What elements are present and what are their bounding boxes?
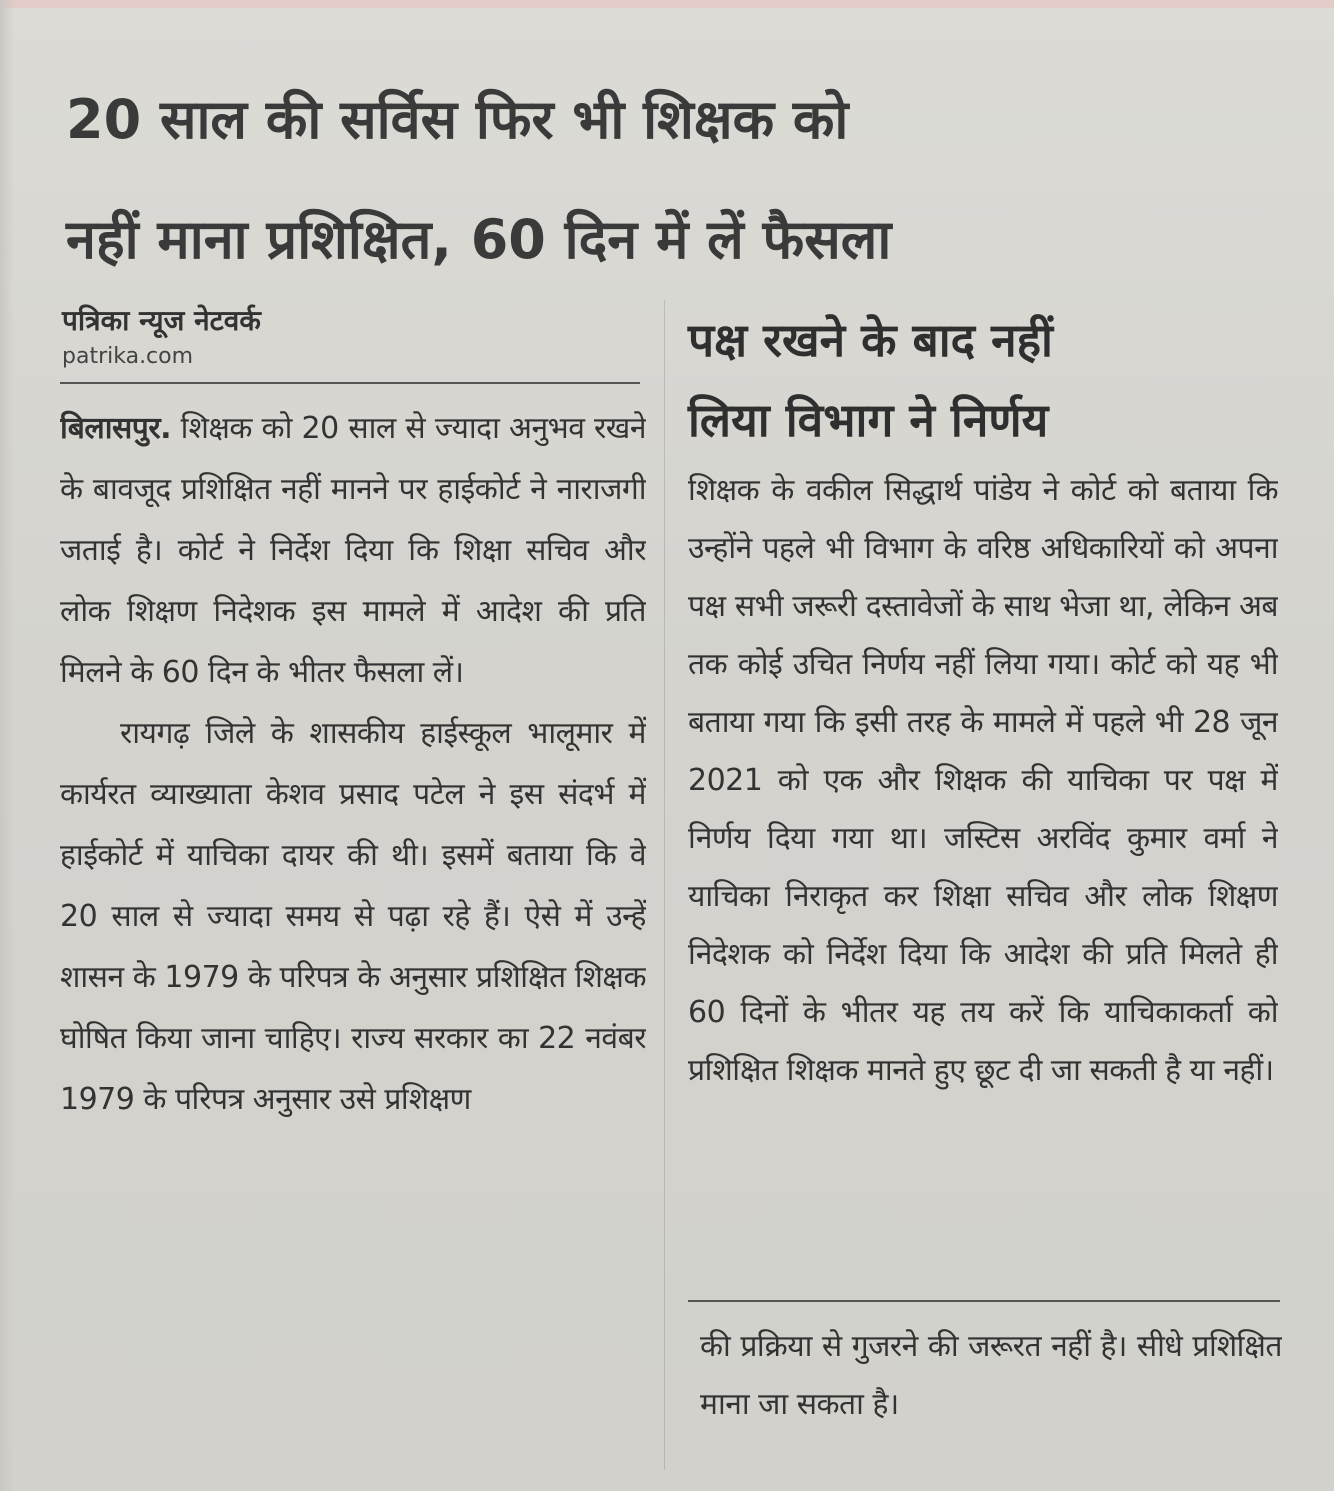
byline xyxy=(62,300,642,372)
continuation-block xyxy=(700,1318,1282,1468)
right-column xyxy=(688,462,1278,1282)
headline xyxy=(66,60,1286,300)
subheadline-line-1: पक्ष रखने के बाद नहीं xyxy=(688,313,1053,367)
left-paragraph-1-text: शिक्षक को 20 साल से ज्यादा अनुभव रखने के बावजूद प्रशिक्षित नहीं मानने पर हाईकोर्ट ने नाराजगी जताई है। कोर्ट ने निर्देश दिया कि शिक्षा सचिव और लोक शिक्षण निदेशक इस मामले में आदेश की प्रति मिलने के 60 दिन के भीतर फैसला लें। xyxy=(60,411,646,690)
byline-divider xyxy=(60,382,640,384)
headline-line-2: नहीं माना प्रशिक्षित, 60 दिन में लें फैसला xyxy=(66,208,892,271)
column-divider xyxy=(664,300,665,1470)
right-column-divider xyxy=(688,1300,1280,1302)
page-edge-strip xyxy=(0,0,1334,8)
byline-source: पत्रिका न्यूज नेटवर्क xyxy=(62,304,261,337)
left-paragraph-1 xyxy=(60,398,646,703)
left-column xyxy=(60,398,646,1478)
byline-url: patrika.com xyxy=(62,344,194,369)
dateline: बिलासपुर. xyxy=(60,411,171,446)
continuation-text: की प्रक्रिया से गुजरने की जरूरत नहीं है। सीधे प्रशिक्षित माना जा सकता है। xyxy=(700,1329,1282,1422)
headline-line-1: 20 साल की सर्विस फिर भी शिक्षक को xyxy=(66,88,849,151)
right-paragraph-1: शिक्षक के वकील सिद्धार्थ पांडेय ने कोर्ट को बताया कि उन्होंने पहले भी विभाग के वरिष्ठ अधिकारियों को अपना पक्ष सभी जरूरी दस्तावेजों के साथ भेजा था, लेकिन अब तक कोई उचित निर्णय नहीं लिया गया। कोर्ट को यह भी बताया गया कि इसी तरह के मामले में पहले भी 28 जून 2021 को एक और शिक्षक की याचिका पर पक्ष में निर्णय दिया गया था। जस्टिस अरविंद कुमार वर्मा ने याचिका निराकृत कर शिक्षा सचिव और लोक शिक्षण निदेशक को निर्देश दिया कि आदेश की प्रति मिलते ही 60 दिनों के भीतर यह तय करें कि याचिकाकर्ता को प्रशिक्षित शिक्षक मानते हुए छूट दी जा सकती है या नहीं। xyxy=(688,473,1278,1088)
subheadline-line-2: लिया विभाग ने निर्णय xyxy=(688,393,1049,447)
page-edge-shadow xyxy=(0,0,14,1491)
subheadline xyxy=(688,300,1288,460)
left-paragraph-2: रायगढ़ जिले के शासकीय हाईस्कूल भालूमार में कार्यरत व्याख्याता केशव प्रसाद पटेल ने इस संदर्भ में हाईकोर्ट में याचिका दायर की थी। इसमें बताया कि वे 20 साल से ज्यादा समय से पढ़ा रहे हैं। ऐसे में उन्हें शासन के 1979 के परिपत्र के अनुसार प्रशिक्षित शिक्षक घोषित किया जाना चाहिए। राज्य सरकार का 22 नवंबर 1979 के परिपत्र अनुसार उसे प्रशिक्षण xyxy=(60,716,646,1117)
